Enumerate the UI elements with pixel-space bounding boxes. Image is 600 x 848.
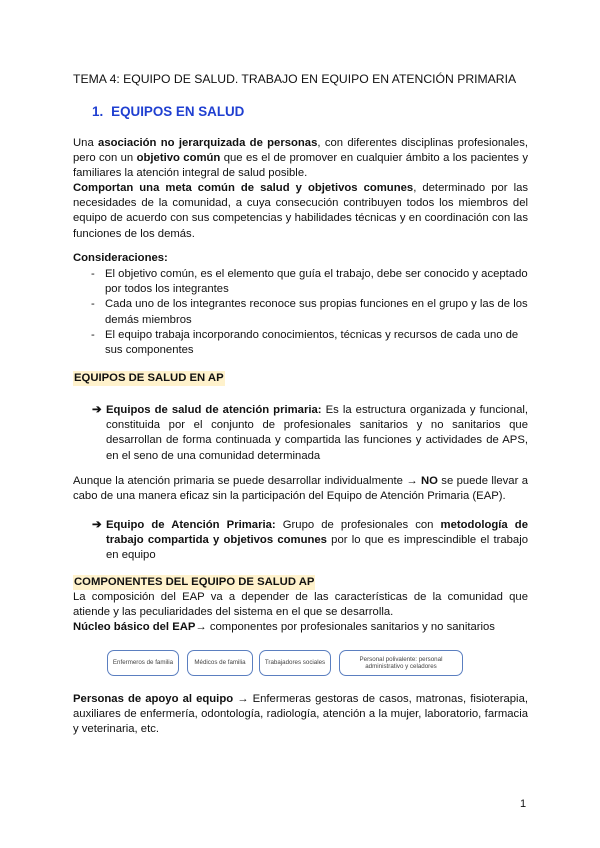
subheading-componentes: COMPONENTES DEL EQUIPO DE SALUD AP <box>74 576 315 588</box>
document-title: TEMA 4: EQUIPO DE SALUD. TRABAJO EN EQUIPO EN ATENCIÓN PRIMARIA <box>73 72 517 86</box>
list-item-text: El equipo trabaja incorporando conocimientos, técnicas y recursos de cada uno de sus componentes <box>105 328 519 357</box>
text: se puede llevar a cabo de una manera eficaz sin la participación del Equipo de Atención Primaria (EAP). <box>73 475 528 503</box>
bold-text: asociación no jerarquizada de personas <box>98 137 318 149</box>
list-item-text: El objetivo común, es el elemento que guía el trabajo, debe ser conocido y aceptado por todos los integrantes <box>105 268 528 296</box>
bold-text: Equipos de salud de atención primaria: <box>106 404 322 416</box>
arrow-item-eap <box>92 518 528 564</box>
paragraph-composicion: La composición del EAP va a depender de las características de la comunidad que atiende y las peculiaridades del sistema en el que se desarrolla. <box>73 591 528 619</box>
bold-text: objetivo común <box>136 152 221 165</box>
section-title: EQUIPOS EN SALUD <box>111 104 245 119</box>
bold-text: Personas de apoyo al equipo <box>73 693 234 705</box>
bold-text: Equipo de Atención Primaria: <box>106 519 276 531</box>
text: Una <box>73 137 99 149</box>
paragraph-definition <box>73 136 528 182</box>
bold-text: Núcleo básico del EAP <box>73 621 196 633</box>
bold-text: NO <box>420 475 438 487</box>
text: , determinado por las necesidades de la comunidad, a cuya consecución contribuyen todos los miembros del equipo de acuerdo con sus competencias y habilidades técnicas y en coordinación con las funciones de los demás. <box>73 182 529 240</box>
text: → Enfermeras gestoras de casos, matronas, fisioterapia, auxiliares de enfermería, odontología, radiología, atención a la mujer, laboratorio, farmacia y veterinaria, etc. <box>73 693 528 736</box>
bold-text: metodología de trabajo compartida y objetivos comunes <box>106 519 528 547</box>
text: → componentes por profesionales sanitarios y no sanitarios <box>195 621 495 633</box>
box-medicos: Médicos de familia <box>187 650 253 676</box>
paragraph-atencion-individual <box>73 474 528 504</box>
arrow-item-text <box>106 403 528 464</box>
paragraph-nucleo-basico <box>73 620 528 635</box>
arrow-icon: ➔ <box>92 519 102 531</box>
page-number: 1 <box>520 798 527 810</box>
considerations-list <box>73 267 528 358</box>
paragraph-meta-comun <box>73 181 528 242</box>
box-enfermeros: Enfermeros de familia <box>107 650 179 676</box>
text: , con diferentes disciplinas profesionales, pero con un <box>73 137 528 165</box>
box-trabajadores: Trabajadores sociales <box>259 650 331 676</box>
text: Es la estructura organizada y funcional, constituida por el conjunto de profesionales sanitarios y no sanitarios que desarrollan de forma continuada y compartida las funciones y actividades de APS, en el seno de una comunidad determinada <box>106 404 528 462</box>
text: Grupo de profesionales con <box>275 519 441 531</box>
bold-text: Comportan una meta común de salud y objetivos comunes <box>73 182 414 194</box>
text: Aunque la atención primaria se puede desarrollar individualmente → <box>73 475 421 487</box>
section-heading-equipos <box>92 104 244 119</box>
list-item: - El objetivo común, es el elemento que guía el trabajo, debe ser conocido y aceptado por todos los integrantes <box>91 268 528 296</box>
section-number: 1. <box>92 104 104 119</box>
list-item: - El equipo trabaja incorporando conocimientos, técnicas y recursos de cada uno de sus componentes <box>91 328 519 357</box>
subheading-equipos-ap: EQUIPOS DE SALUD EN AP <box>74 372 224 384</box>
arrow-item-text <box>106 518 528 564</box>
box-personal-polivalente: Personal polivalente: personal administrativo y celadores <box>339 650 463 676</box>
arrow-item-equipos-salud <box>92 403 528 464</box>
list-item: - Cada uno de los integrantes reconoce sus propias funciones en el grupo y las de los demás miembros <box>91 298 528 326</box>
eap-core-diagram <box>107 650 465 678</box>
paragraph-personas-apoyo <box>73 692 528 738</box>
text: que es el de promover en cualquier ámbito a los pacientes y familiares la atención integral de salud posible. <box>73 152 528 180</box>
list-item-text: Cada uno de los integrantes reconoce sus propias funciones en el grupo y las de los demás miembros <box>105 298 528 326</box>
arrow-icon: ➔ <box>92 404 102 416</box>
text: por lo que es imprescindible el trabajo en equipo <box>106 534 528 562</box>
considerations-title: Consideraciones: <box>73 252 168 264</box>
